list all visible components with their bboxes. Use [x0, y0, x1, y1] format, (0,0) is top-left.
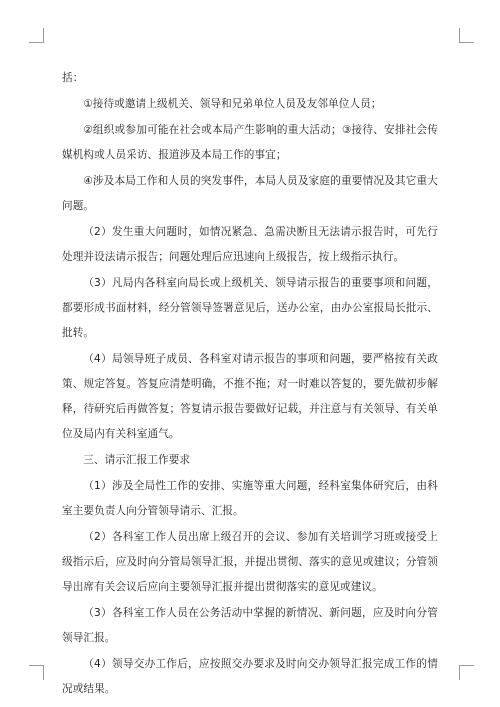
paragraph-clause-3: （3）凡局内各科室向局长或上级机关、领导请示报告的重要事项和问题，都要形成书面材料，经分管领导签署意见后，送办公室，由办公室报局长批示、批转。: [62, 277, 438, 339]
paragraph-item-1: ①接待或邀请上级机关、领导和兄弟单位人员及友邻单位人员；: [83, 98, 382, 110]
crop-mark-bottom-left: [29, 665, 44, 680]
paragraph-req-1: （1）涉及全局性工作的安排、实施等重大问题，经科室集体研究后，由科室主要负责人向分管领导请示、汇报。: [62, 480, 438, 517]
paragraph-req-3: （3）各科室工作人员在公务活动中掌握的新情况、新问题，应及时向分管领导汇报。: [62, 607, 438, 644]
paragraph-req-4: （4）领导交办工作后，应按照交办要求及时向交办领导汇报完成工作的情况或结果。: [62, 658, 438, 695]
paragraph-item-2: ②组织或参加可能在社会或本局产生影响的重大活动；③接待、安排社会传媒机构或人员采访、报道涉及本局工作的事宜；: [62, 124, 438, 161]
crop-mark-top-right: [459, 28, 474, 43]
section-heading: 三、请示汇报工作要求: [83, 454, 191, 466]
paragraph-clause-2: （2）发生重大问题时，如情况紧急、急需决断且无法请示报告时，可先行处理并设法请示报告；问题处理后应迅速向上级报告，按上级指示执行。: [62, 226, 438, 263]
crop-mark-top-left: [29, 28, 44, 43]
paragraph-req-2: （2）各科室工作人员出席上级召开的会议、参加有关培训学习班或接受上级指示后，应及时向分管局领导汇报，并提出贯彻、落实的意见或建议；分管领导出席有关会议后应向主要领导汇报并提出贯彻落实的意见或建议。: [62, 531, 438, 593]
crop-mark-bottom-right: [459, 665, 474, 680]
paragraph-continuation: 括：: [62, 72, 84, 84]
paragraph-clause-4: （4）局领导班子成员、各科室对请示报告的事项和问题，要严格按有关政策、规定答复。答复应清楚明确，不推不拖；对一时难以答复的，要先做初步解释，待研究后再做答复；答复请示报告要做好记载，并注意与有关领导、有关单位及局内有关科室通气。: [62, 353, 438, 440]
paragraph-item-4: ④涉及本局工作和人员的突发事件，本局人员及家庭的重要情况及其它重大问题。: [62, 175, 438, 212]
document-body: [62, 66, 438, 702]
